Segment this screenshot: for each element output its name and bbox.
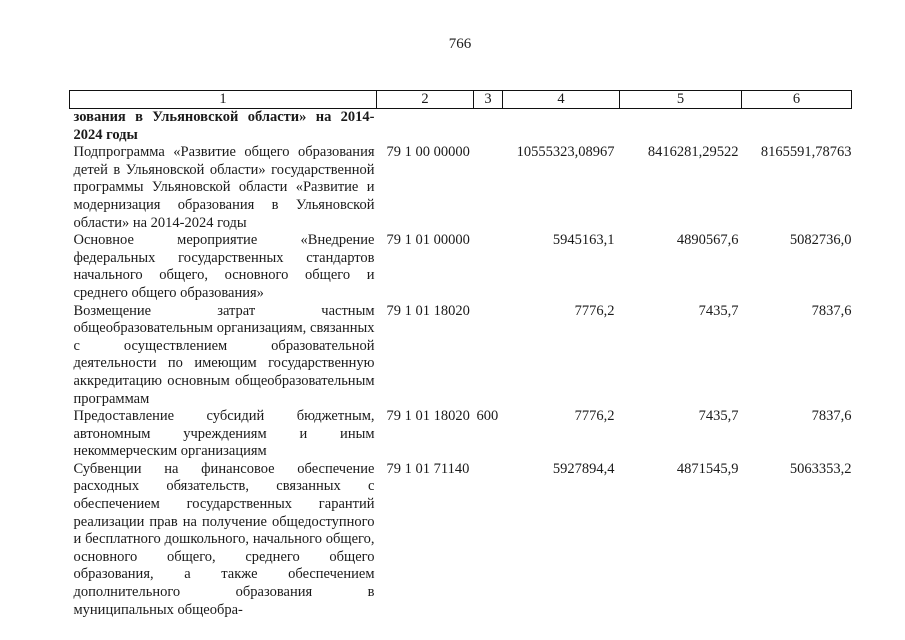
row-value-col5: 7435,7 xyxy=(698,302,739,319)
row-code: 79 1 01 18020 xyxy=(386,408,470,425)
row-expense-type xyxy=(474,109,503,145)
row-value-col6: 8165591,78763 xyxy=(760,144,852,161)
row-expense-type xyxy=(474,303,503,409)
row-value-col4: 10555323,08967 xyxy=(516,144,615,161)
table-row xyxy=(70,232,852,302)
row-value-col5 xyxy=(620,109,742,145)
row-code: 79 1 00 00000 xyxy=(386,144,470,161)
row-value-col6: 7837,6 xyxy=(811,302,852,319)
table-row xyxy=(70,303,852,409)
column-header-4: 4 xyxy=(503,91,620,109)
table-row xyxy=(70,408,852,461)
row-value-col6 xyxy=(742,109,852,145)
row-value-col4 xyxy=(503,109,620,145)
row-value-col6: 5063353,2 xyxy=(789,460,852,477)
row-value-col4: 5945163,1 xyxy=(552,232,615,249)
header-row xyxy=(70,91,852,109)
row-value-col5: 8416281,29522 xyxy=(647,144,739,161)
table-row xyxy=(70,144,852,232)
row-name: Предоставление субсидий бюджетным, автономным учреждениям и иным некоммерческим организациям xyxy=(73,408,375,460)
row-expense-type xyxy=(474,232,503,302)
column-header-5: 5 xyxy=(620,91,742,109)
row-value-col6: 7837,6 xyxy=(811,408,852,425)
row-value-col4: 7776,2 xyxy=(574,408,615,425)
column-header-3: 3 xyxy=(474,91,503,109)
row-code: 79 1 01 71140 xyxy=(386,460,470,477)
budget-table xyxy=(69,90,852,619)
row-name: Возмещение затрат частным общеобразовательным организациям, связанных с осуществлением образовательной деятельности по имеющим государственную аккредитацию основным общеобразовательным программам xyxy=(73,302,375,407)
table-row xyxy=(70,109,852,145)
column-header-1: 1 xyxy=(70,91,377,109)
row-value-col5: 4890567,6 xyxy=(676,232,739,249)
row-expense-type: 600 xyxy=(476,408,499,425)
column-header-6: 6 xyxy=(742,91,852,109)
row-expense-type xyxy=(474,144,503,232)
row-name: Субвенции на финансовое обеспечение расходных обязательств, связанных с обеспечением государственных гарантий реализации прав на получение общедоступного и бесплатного дошкольного, начального общего, основного общего, среднего общего образования, а также обеспечением дополнительного образования в муниципальных общеобра- xyxy=(73,460,375,618)
row-value-col5: 4871545,9 xyxy=(676,460,739,477)
table-body xyxy=(70,109,852,620)
row-value-col5: 7435,7 xyxy=(698,408,739,425)
row-name: зования в Ульяновской области» на 2014-2024 годы xyxy=(73,109,375,143)
table-header xyxy=(70,91,852,109)
row-name: Основное мероприятие «Внедрение федеральных государственных стандартов начального общего, основного общего и среднего общего образования» xyxy=(73,232,375,301)
row-code: 79 1 01 18020 xyxy=(386,302,470,319)
row-code xyxy=(377,109,474,145)
row-value-col4: 5927894,4 xyxy=(552,460,615,477)
row-code: 79 1 01 00000 xyxy=(386,232,470,249)
row-value-col6: 5082736,0 xyxy=(789,232,852,249)
row-name: Подпрограмма «Развитие общего образования детей в Ульяновской области» государственной программы Ульяновской области «Развитие и модернизация образования в Ульяновской области» на 2014-2024 годы xyxy=(73,144,375,231)
row-value-col4: 7776,2 xyxy=(574,302,615,319)
table-row xyxy=(70,461,852,619)
row-expense-type xyxy=(474,461,503,619)
column-header-2: 2 xyxy=(377,91,474,109)
page-number: 766 xyxy=(448,36,472,52)
